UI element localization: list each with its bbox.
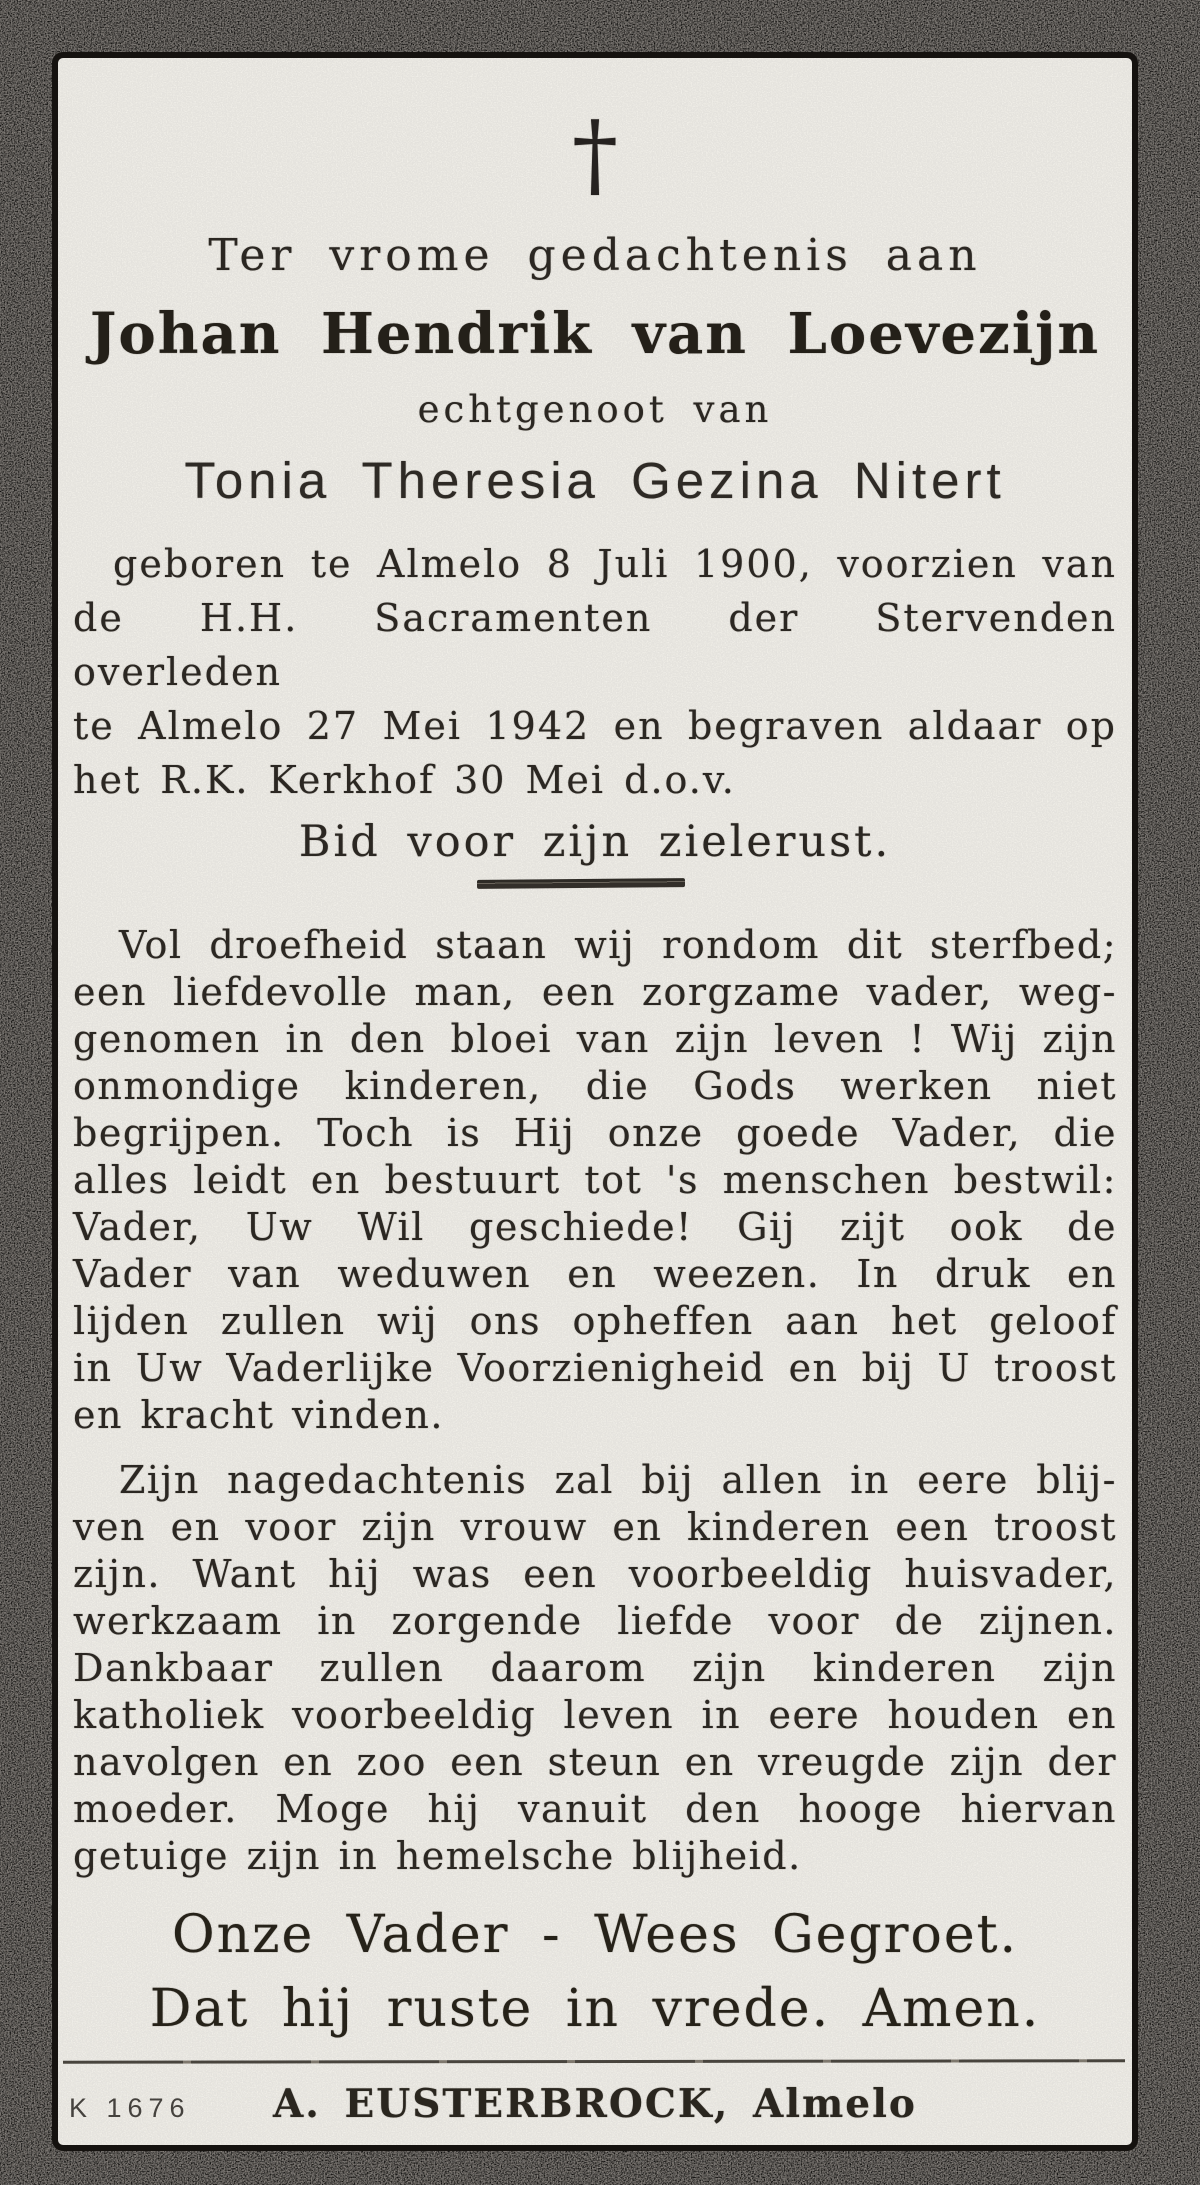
prayer-request-line: Bid voor zijn zielerust.	[298, 817, 892, 867]
spouse-name: Tonia Theresia Gezina Nitert	[184, 452, 1006, 509]
section-divider-rule	[477, 878, 685, 889]
text-line: alles leidt en bestuurt tot 's menschen bestwil:	[73, 1158, 1117, 1202]
text-line: de H.H. Sacramenten der Stervenden overleden	[73, 596, 1117, 694]
text-line: navolgen en zoo een steun en vreugde zijn der	[73, 1740, 1117, 1784]
text-line: Dankbaar zullen daarom zijn kinderen zijn	[73, 1646, 1117, 1690]
text-line: onmondige kinderen, die Gods werken niet	[73, 1064, 1117, 1108]
relation-line: echtgenoot van	[417, 388, 773, 431]
text-line: het R.K. Kerkhof 30 Mei d.o.v.	[73, 758, 736, 802]
text-line: ven en voor zijn vrouw en kinderen een troost	[73, 1505, 1117, 1549]
text-line: Vader, Uw Wil geschiede! Gij zijt ook de	[73, 1205, 1117, 1249]
footer-divider-rule	[63, 2059, 1125, 2063]
text-line: Vol droefheid staan wij rondom dit sterfbed;	[119, 923, 1117, 967]
text-line: katholiek voorbeeldig leven in eere houden en	[73, 1693, 1117, 1737]
deceased-name: Johan Hendrik van Loevezijn	[89, 301, 1101, 367]
memorial-intro-line: Ter vrome gedachtenis aan	[208, 230, 982, 281]
rest-in-peace-line: Dat hij ruste in vrede. Amen.	[149, 1979, 1041, 2039]
text-line: getuige zijn in hemelsche blijheid.	[73, 1834, 802, 1878]
text-line: Vader van weduwen en weezen. In druk en	[73, 1252, 1117, 1296]
text-line: Zijn nagedachtenis zal bij allen in eere blij-	[119, 1458, 1117, 1502]
latin-cross-icon: †	[572, 101, 618, 208]
memorial-card	[55, 55, 1135, 2148]
text-line: een liefdevolle man, een zorgzame vader, weg-	[73, 970, 1117, 1014]
eulogy-paragraph-2	[73, 1457, 1117, 1880]
text-line: werkzaam in zorgende liefde voor de zijnen.	[73, 1599, 1117, 1643]
text-line: begrijpen. Toch is Hij onze goede Vader, die	[73, 1111, 1117, 1155]
text-line: zijn. Want hij was een voorbeeldig huisvader,	[73, 1552, 1117, 1596]
text-line: moeder. Moge hij vanuit den hooge hiervan	[73, 1787, 1117, 1831]
text-line: genomen in den bloei van zijn leven ! Wij zijn	[73, 1017, 1117, 1061]
text-line: geboren te Almelo 8 Juli 1900, voorzien van	[113, 542, 1117, 586]
text-line: lijden zullen wij ons opheffen aan het geloof	[73, 1299, 1117, 1343]
printer-imprint: A. EUSTERBROCK, Almelo	[273, 2081, 917, 2127]
text-line: te Almelo 27 Mei 1942 en begraven aldaar op	[73, 704, 1117, 748]
text-line: en kracht vinden.	[73, 1393, 444, 1437]
print-code: K 1676	[69, 2093, 191, 2123]
eulogy-paragraph-1	[73, 922, 1117, 1439]
closing-prayers-line: Onze Vader - Wees Gegroet.	[171, 1905, 1019, 1965]
birth-death-details	[73, 537, 1117, 807]
text-line: in Uw Vaderlijke Voorzienigheid en bij U troost	[73, 1346, 1117, 1390]
